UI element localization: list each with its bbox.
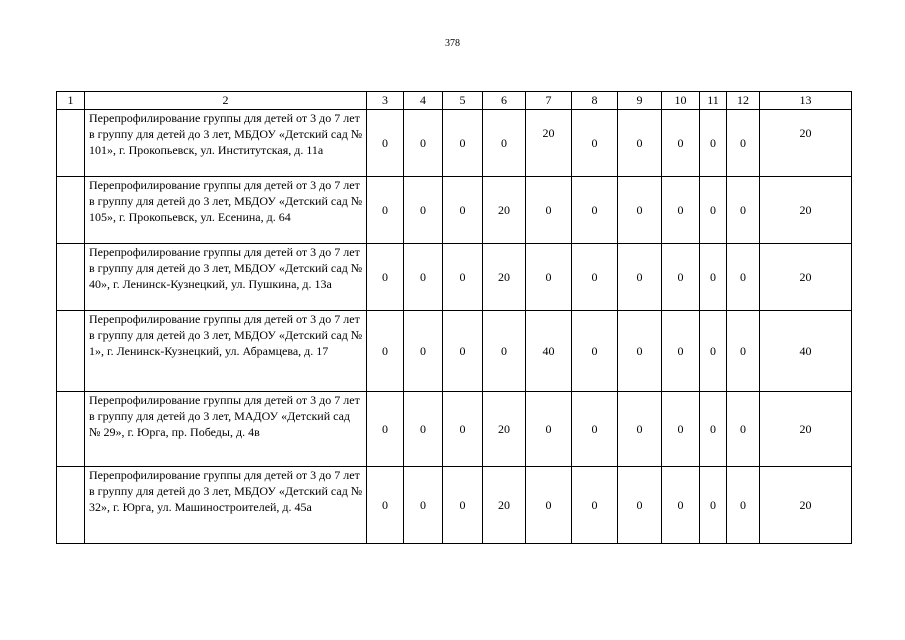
value-cell: 0 [662, 244, 700, 311]
value-cell: 0 [618, 311, 662, 392]
value-cell: 0 [526, 177, 572, 244]
value-cell: 20 [483, 177, 526, 244]
value-cell: 0 [367, 177, 404, 244]
value-cell: 0 [443, 244, 483, 311]
value-cell: 0 [443, 177, 483, 244]
value-cell: 0 [483, 311, 526, 392]
value-cell: 0 [404, 392, 443, 467]
column-header: 1 [57, 92, 85, 110]
value-cell: 40 [526, 311, 572, 392]
description-cell: Перепрофилирование группы для детей от 3 до 7 лет в группу для детей до 3 лет, МАДОУ «Детский сад № 29», г. Юрга, пр. Победы, д. 4в [85, 392, 367, 467]
value-cell: 0 [662, 467, 700, 544]
value-cell: 0 [727, 177, 760, 244]
value-cell: 0 [572, 392, 618, 467]
value-cell: 0 [700, 110, 727, 177]
table-row [57, 311, 852, 392]
value-cell: 0 [443, 110, 483, 177]
value-cell: 0 [526, 244, 572, 311]
value-cell: 0 [526, 392, 572, 467]
value-cell: 0 [404, 311, 443, 392]
row-index-cell [57, 244, 85, 311]
value-cell: 0 [727, 392, 760, 467]
column-header: 6 [483, 92, 526, 110]
value-cell: 0 [618, 244, 662, 311]
table-row [57, 392, 852, 467]
value-cell: 20 [483, 244, 526, 311]
value-cell: 0 [662, 392, 700, 467]
value-cell: 0 [526, 467, 572, 544]
value-cell: 0 [700, 177, 727, 244]
value-cell: 0 [700, 244, 727, 311]
column-header: 8 [572, 92, 618, 110]
value-cell: 0 [443, 311, 483, 392]
value-cell: 0 [572, 244, 618, 311]
value-cell: 0 [443, 392, 483, 467]
column-header: 12 [727, 92, 760, 110]
value-cell: 20 [483, 392, 526, 467]
description-cell: Перепрофилирование группы для детей от 3 до 7 лет в группу для детей до 3 лет, МБДОУ «Детский сад № 32», г. Юрга, ул. Машиностроителей, д. 45а [85, 467, 367, 544]
column-header: 11 [700, 92, 727, 110]
value-cell: 0 [727, 244, 760, 311]
column-header: 5 [443, 92, 483, 110]
value-cell: 0 [618, 177, 662, 244]
value-cell: 0 [367, 467, 404, 544]
value-cell: 0 [662, 177, 700, 244]
value-cell: 20 [526, 110, 572, 177]
value-cell: 0 [662, 311, 700, 392]
value-cell: 0 [572, 110, 618, 177]
column-header: 7 [526, 92, 572, 110]
table-row [57, 177, 852, 244]
report-table [56, 91, 852, 544]
value-cell: 0 [727, 110, 760, 177]
description-cell: Перепрофилирование группы для детей от 3 до 7 лет в группу для детей до 3 лет, МБДОУ «Детский сад № 105», г. Прокопьевск, ул. Есенина, д. 64 [85, 177, 367, 244]
value-cell: 0 [727, 311, 760, 392]
value-cell: 0 [443, 467, 483, 544]
value-cell: 40 [760, 311, 852, 392]
header-row [57, 92, 852, 110]
value-cell: 0 [662, 110, 700, 177]
table-row [57, 244, 852, 311]
value-cell: 0 [572, 467, 618, 544]
table-row [57, 467, 852, 544]
value-cell: 20 [760, 110, 852, 177]
value-cell: 0 [727, 467, 760, 544]
row-index-cell [57, 110, 85, 177]
value-cell: 0 [404, 467, 443, 544]
row-index-cell [57, 467, 85, 544]
value-cell: 0 [572, 177, 618, 244]
value-cell: 20 [760, 392, 852, 467]
row-index-cell [57, 311, 85, 392]
value-cell: 0 [700, 467, 727, 544]
value-cell: 20 [760, 177, 852, 244]
value-cell: 0 [618, 467, 662, 544]
value-cell: 0 [700, 392, 727, 467]
table-row [57, 110, 852, 177]
column-header: 10 [662, 92, 700, 110]
column-header: 2 [85, 92, 367, 110]
value-cell: 0 [700, 311, 727, 392]
value-cell: 20 [483, 467, 526, 544]
column-header: 4 [404, 92, 443, 110]
description-cell: Перепрофилирование группы для детей от 3 до 7 лет в группу для детей до 3 лет, МБДОУ «Детский сад № 1», г. Ленинск-Кузнецкий, ул. Абрамцева, д. 17 [85, 311, 367, 392]
value-cell: 0 [367, 311, 404, 392]
page-number: 378 [445, 38, 460, 49]
value-cell: 0 [618, 392, 662, 467]
column-header: 13 [760, 92, 852, 110]
value-cell: 0 [618, 110, 662, 177]
value-cell: 0 [404, 110, 443, 177]
row-index-cell [57, 177, 85, 244]
value-cell: 20 [760, 467, 852, 544]
description-cell: Перепрофилирование группы для детей от 3 до 7 лет в группу для детей до 3 лет, МБДОУ «Детский сад № 101», г. Прокопьевск, ул. Институтская, д. 11а [85, 110, 367, 177]
column-header: 3 [367, 92, 404, 110]
value-cell: 0 [367, 392, 404, 467]
value-cell: 0 [572, 311, 618, 392]
column-header: 9 [618, 92, 662, 110]
row-index-cell [57, 392, 85, 467]
value-cell: 0 [404, 177, 443, 244]
value-cell: 0 [367, 110, 404, 177]
description-cell: Перепрофилирование группы для детей от 3 до 7 лет в группу для детей до 3 лет, МБДОУ «Детский сад № 40», г. Ленинск-Кузнецкий, ул. Пушкина, д. 13а [85, 244, 367, 311]
value-cell: 0 [367, 244, 404, 311]
value-cell: 0 [483, 110, 526, 177]
value-cell: 0 [404, 244, 443, 311]
value-cell: 20 [760, 244, 852, 311]
